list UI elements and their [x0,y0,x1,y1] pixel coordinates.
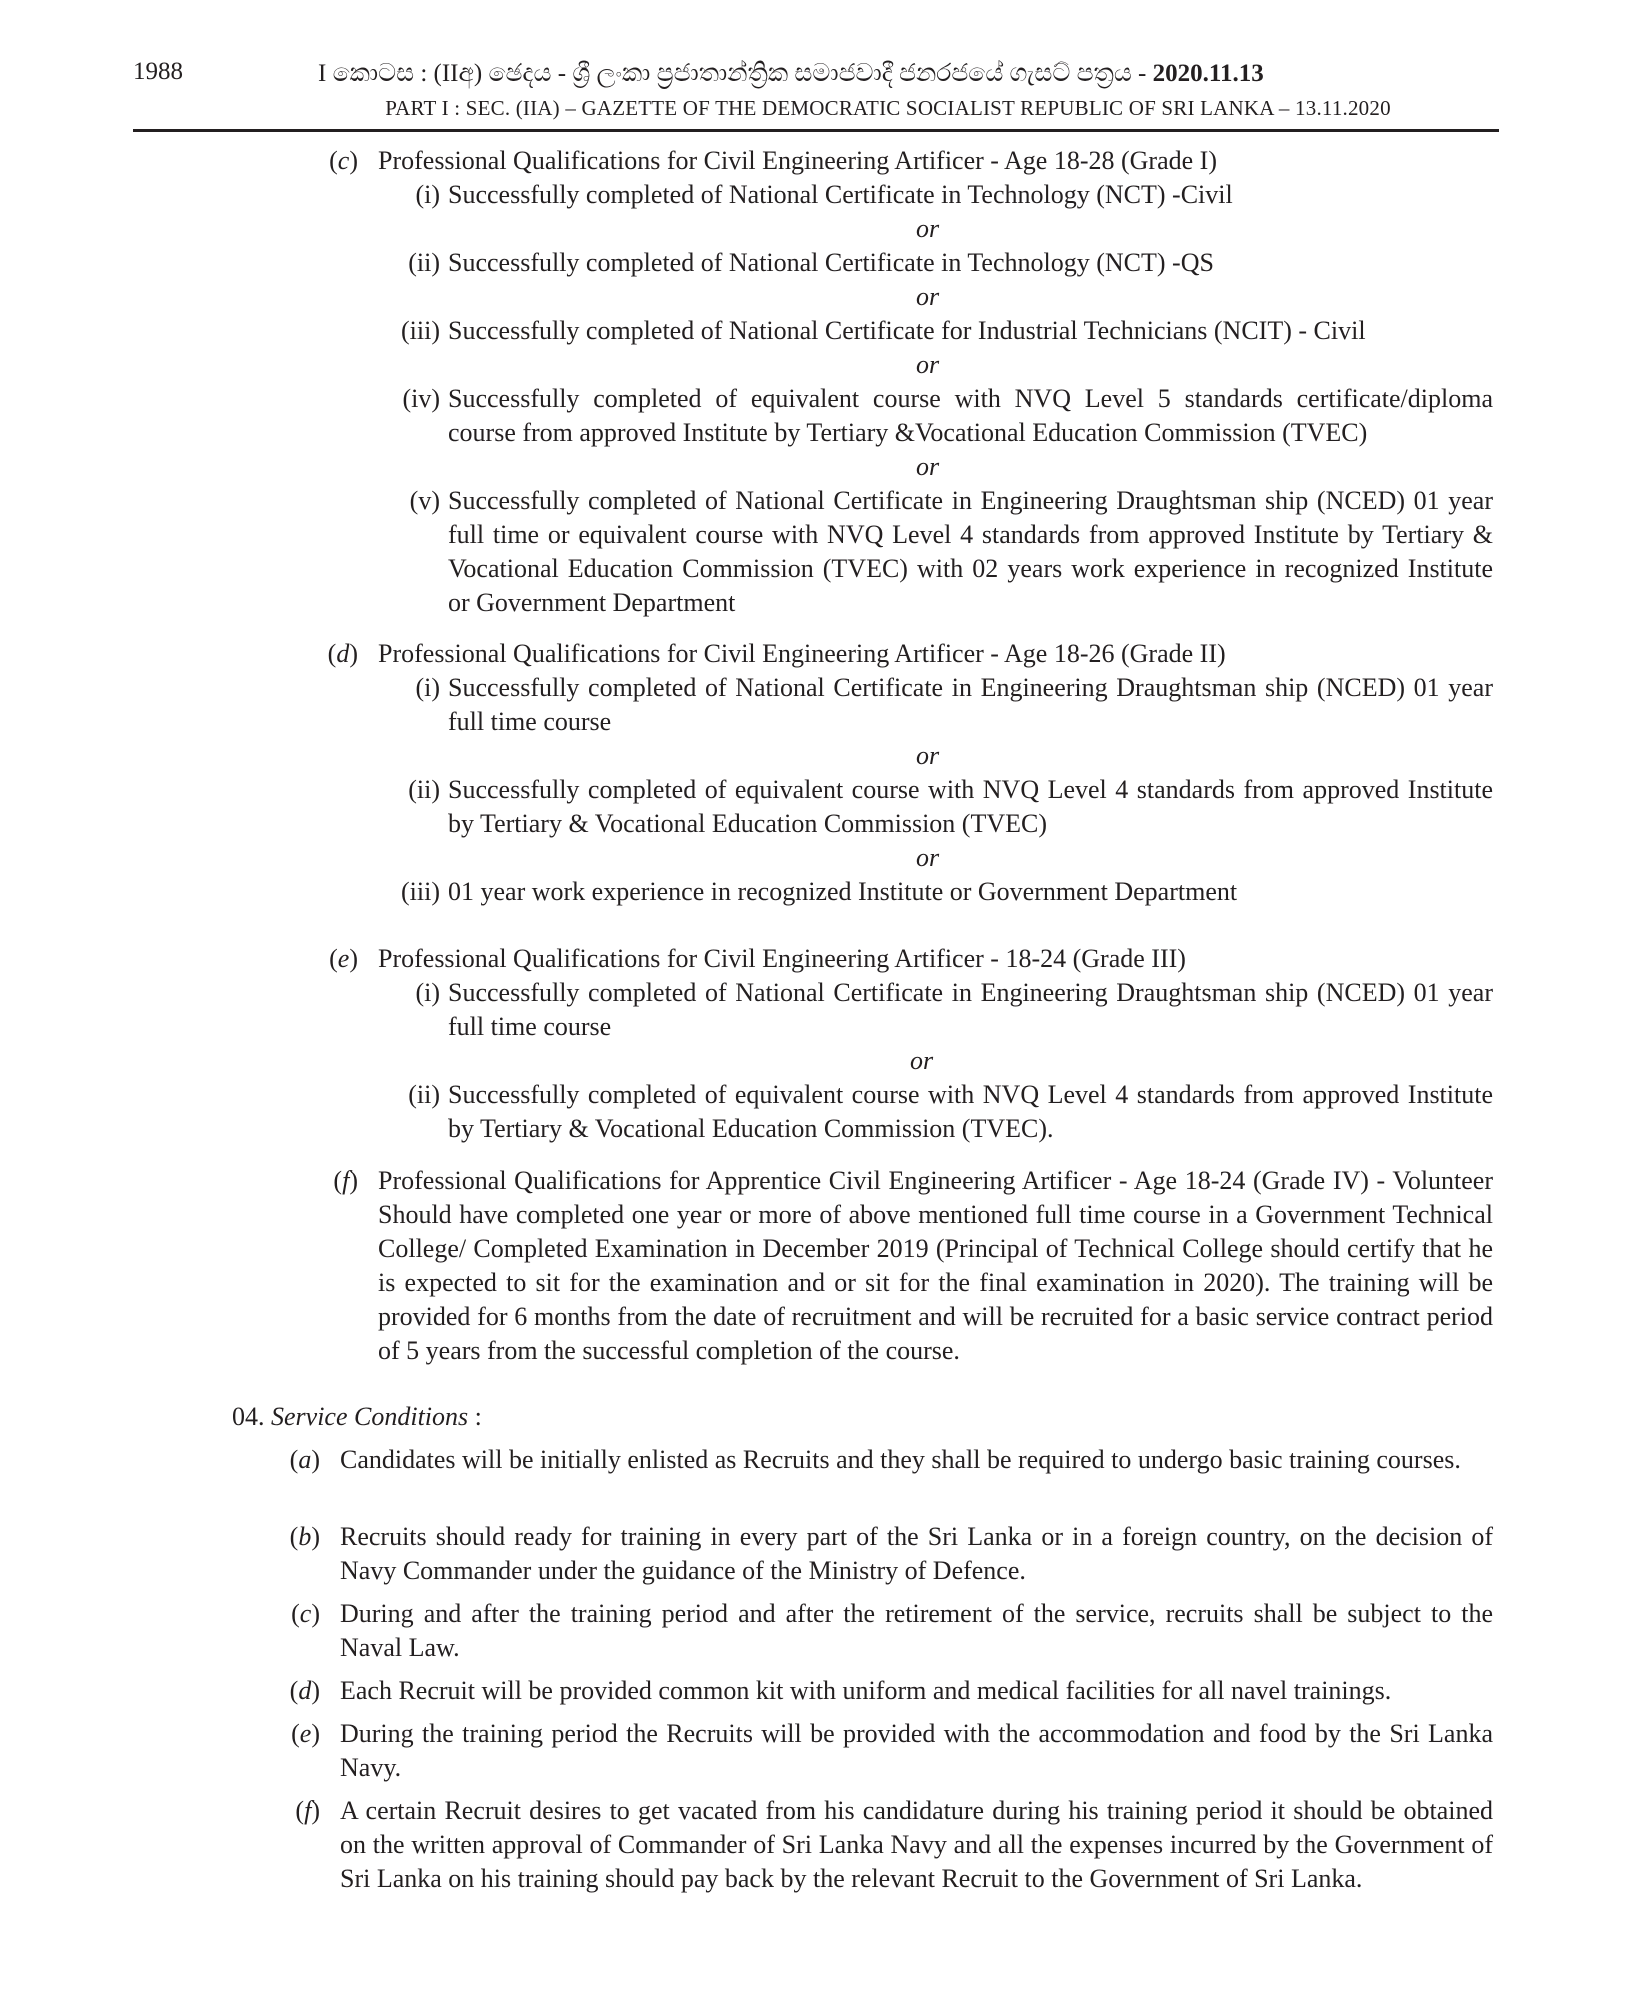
section-d-title: Professional Qualifications for Civil Engineering Artificer - Age 18-26 (Grade II) [378,639,1226,668]
section-c-title: Professional Qualifications for Civil Engineering Artificer - Age 18-28 (Grade I) [378,146,1217,175]
condition-letter: c [299,1599,312,1628]
condition-text: During the training period the Recruits will be provided with the accommodation and food by the Sri Lanka Navy. [340,1719,1493,1782]
section-c-label: (c) [329,146,358,175]
section-f-label: (f) [333,1166,358,1195]
part-word: PART [385,96,437,120]
service-conditions-heading [232,1400,482,1434]
condition-text: During and after the training period and after the retirement of the service, recruits shall be subject to the Naval Law. [340,1599,1493,1662]
section-e-title: Professional Qualifications for Civil Engineering Artificer - 18-24 (Grade III) [378,944,1186,973]
item-text: Successfully completed of equivalent course with NVQ Level 4 standards from approved Institute by Tertiary & Vocational Education Commission (TVEC). [448,1080,1493,1143]
section-e-letter: e [337,944,350,973]
condition-label: (d) [289,1676,320,1705]
item-num: (i) [415,673,440,702]
condition-text: Candidates will be initially enlisted as Recruits and they shall be required to undergo basic training courses. [340,1445,1461,1474]
heading-colon: : [468,1402,482,1431]
or-separator: or [916,741,940,770]
item-text: Successfully completed of National Certificate in Engineering Draughtsman ship (NCED) 01 year full time course [448,978,1493,1041]
item-text: Successfully completed of equivalent course with NVQ Level 5 standards certificate/diploma course from approved Institute by Tertiary &Vocational Education Commission (TVEC) [448,384,1493,447]
section-e-label: (e) [329,944,358,973]
item-num: (i) [415,180,440,209]
condition-letter: a [298,1445,312,1474]
item-text: Successfully completed of National Certificate in Technology (NCT) -QS [448,248,1214,277]
section-d-letter: d [336,639,350,668]
section-d-label: (d) [327,639,358,668]
item-text: Successfully completed of equivalent course with NVQ Level 4 standards from approved Institute by Tertiary & Vocational Education Commission (TVEC) [448,775,1493,838]
or-separator: or [910,1046,934,1075]
condition-letter: b [298,1522,312,1551]
section-f-text: Professional Qualifications for Apprentice Civil Engineering Artificer - Age 18-24 (Grade IV) - Volunteer Should have completed one year or more of above mentioned full time course in a Government Technical College/ Completed Examination in December 2019 (Principal of Technical College should certify that he is expected to sit for the examination and or sit for the final examination in 2020). The training will be provided for 6 months from the date of recruitment and will be recruited for a basic service contract period of 5 years from the successful completion of the course. [378,1166,1493,1365]
header-english-title: (IIA) – GAZETTE OF THE DEMOCRATIC SOCIALIST REPUBLIC OF SRI LANKA – 13.11.2020 [510,96,1391,120]
or-separator: or [916,214,940,243]
condition-text: Each Recruit will be provided common kit with uniform and medical facilities for all navel trainings. [340,1676,1392,1705]
header-sinhala-title: I කොටස : (IIඅ) ඡෙදය - ශ්‍රී ලංකා ප්‍රජාතාන්ත්‍රික සමාජවාදී ජනරජයේ ගැසට් පත්‍රය - [318,60,1153,87]
header-rule [133,129,1499,132]
item-num: (ii) [408,775,440,804]
section-c-letter: c [337,146,350,175]
item-text: Successfully completed of National Certificate for Industrial Technicians (NCIT) - Civil [448,316,1366,345]
item-num: (v) [409,486,440,515]
item-text: Successfully completed of National Certificate in Engineering Draughtsman ship (NCED) 01 year full time or equivalent course with NVQ Level 4 standards from approved Institute by Tertiary & Vocational Education Commission (TVEC) with 02 years work experience in recognized Institute or Government Department [448,486,1493,617]
header-english-line [300,96,1476,121]
condition-letter: f [304,1796,312,1825]
item-text: 01 year work experience in recognized Institute or Government Department [448,877,1238,906]
condition-label: (c) [291,1599,320,1628]
item-num: (iii) [401,316,440,345]
header-sinhala-line [318,60,1458,88]
item-num: (ii) [408,248,440,277]
condition-label: (a) [289,1445,320,1474]
condition-letter: e [299,1719,312,1748]
item-text: Successfully completed of National Certificate in Engineering Draughtsman ship (NCED) 01 year full time course [448,673,1493,736]
or-separator: or [916,350,940,379]
condition-label: (f) [295,1796,320,1825]
or-separator: or [916,843,940,872]
condition-text: A certain Recruit desires to get vacated from his candidature during his training period it should be obtained on the written approval of Commander of Sri Lanka Navy and all the expenses incurred by the Government of Sri Lanka on his training should pay back by the relevant Recruit to the Government of Sri Lanka. [340,1796,1493,1893]
header-sec-label: SEC. [465,96,511,120]
item-num: (iii) [401,877,440,906]
header-date: 2020.11.13 [1152,60,1264,87]
or-separator: or [916,452,940,481]
condition-label: (e) [291,1719,320,1748]
header-part-label [385,96,436,120]
header-part-number: I : [436,96,466,120]
item-num: (iv) [402,384,440,413]
item-num: (ii) [408,1080,440,1109]
page-number: 1988 [133,58,183,85]
condition-text: Recruits should ready for training in every part of the Sri Lanka or in a foreign country, on the decision of Navy Commander under the guidance of the Ministry of Defence. [340,1522,1493,1585]
condition-letter: d [298,1676,312,1705]
section-number: 04. [232,1402,265,1431]
item-num: (i) [415,978,440,1007]
item-text: Successfully completed of National Certificate in Technology (NCT) -Civil [448,180,1233,209]
section-f-letter: f [342,1166,350,1195]
or-separator: or [916,282,940,311]
condition-label: (b) [289,1522,320,1551]
section-title: Service Conditions [271,1402,469,1431]
